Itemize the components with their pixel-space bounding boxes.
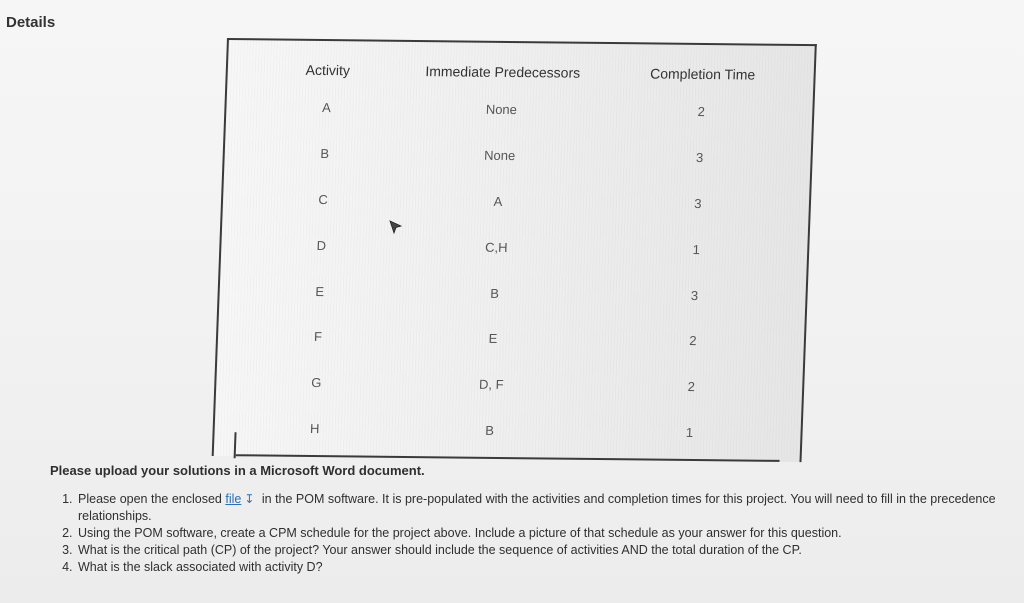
column-header-predecessors: Immediate Predecessors — [425, 63, 581, 81]
instruction-item: 2. Using the POM software, create a CPM schedule for the project above. Include a picture of that schedule as your answer for this question. — [76, 525, 1000, 542]
table-row — [254, 405, 776, 456]
cell-completion-time: 2 — [687, 379, 696, 395]
cell-activity: G — [311, 375, 322, 391]
cell-completion-time: 3 — [694, 195, 702, 212]
cell-activity: H — [309, 420, 320, 437]
cell-completion-time: 3 — [690, 287, 699, 303]
instruction-1-text-after: in the POM software. It is pre-populated with the activities and completion times for this project. You will need to fill in the precedence relationships. — [78, 492, 996, 523]
file-download-link[interactable]: file — [225, 492, 242, 506]
cell-activity: F — [313, 329, 323, 345]
cell-predecessors: A — [493, 193, 503, 209]
instruction-item: 3. What is the critical path (CP) of the project? Your answer should include the sequence of activities AND the total duration of the CP. — [76, 542, 1000, 559]
cell-predecessors: None — [483, 147, 516, 164]
table-image — [212, 38, 817, 462]
table-row — [266, 84, 788, 135]
instructions-section — [50, 462, 1000, 576]
instruction-item — [76, 491, 1000, 525]
table-row — [262, 176, 784, 227]
cell-activity: E — [315, 283, 325, 299]
download-arrow-icon[interactable]: ↧ — [244, 492, 255, 506]
cell-predecessors: D, F — [478, 376, 504, 393]
instruction-1-text-before: Please open the enclosed — [78, 492, 226, 506]
cell-activity: A — [321, 100, 332, 116]
instructions-heading: Please upload your solutions in a Microsoft Word document. — [50, 463, 425, 478]
cell-predecessors: None — [485, 102, 518, 118]
table-row — [259, 268, 781, 319]
cell-predecessors: B — [485, 422, 495, 438]
cell-completion-time: 1 — [685, 424, 694, 440]
page-title: Details — [6, 14, 56, 31]
column-header-activity: Activity — [305, 61, 351, 79]
table-row — [256, 359, 778, 410]
cell-completion-time: 2 — [697, 104, 706, 120]
cell-completion-time: 3 — [695, 150, 704, 166]
precedence-table — [254, 54, 788, 456]
table-row — [261, 222, 783, 273]
cell-predecessors: E — [488, 331, 498, 347]
table-row — [257, 313, 779, 364]
instructions-list — [50, 491, 1000, 576]
cell-predecessors: B — [490, 285, 500, 301]
cell-activity: C — [318, 191, 329, 208]
column-header-completion-time: Completion Time — [649, 65, 756, 83]
cell-completion-time: 1 — [692, 241, 701, 257]
mouse-pointer-icon — [389, 220, 403, 236]
instruction-item: 4. What is the slack associated with activity D? — [76, 559, 1000, 576]
table-row — [264, 130, 786, 181]
cell-completion-time: 2 — [689, 333, 697, 349]
cell-activity: B — [320, 146, 330, 162]
cell-predecessors: C,H — [484, 239, 508, 255]
cell-activity: D — [316, 237, 327, 253]
